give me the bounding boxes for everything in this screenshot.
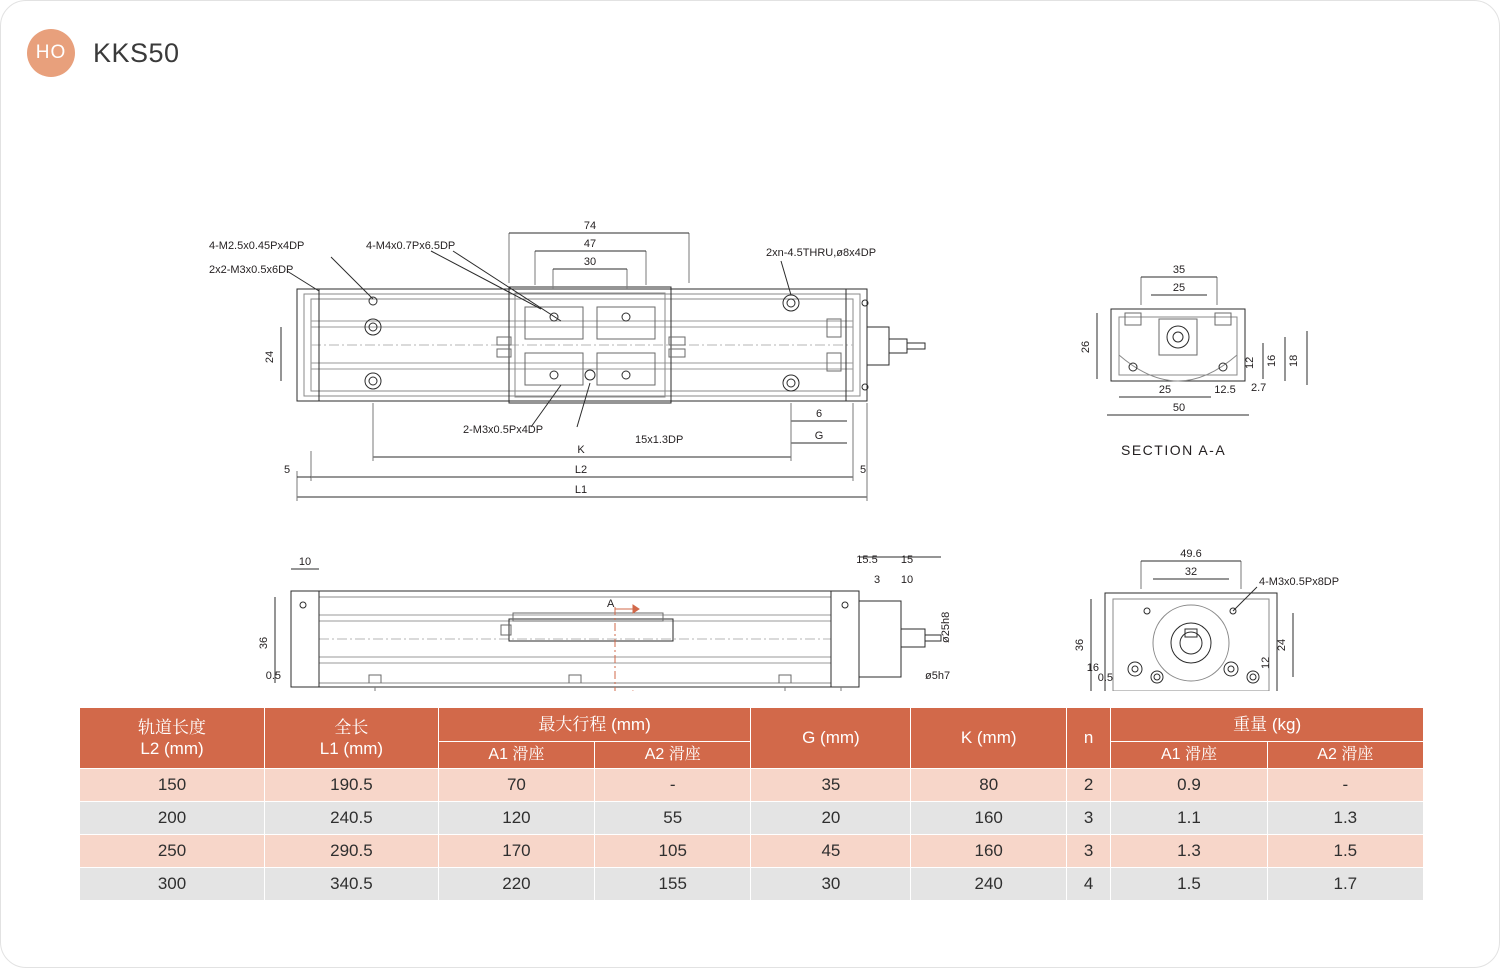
cell-k: 160: [911, 802, 1067, 835]
dim-K: K: [577, 444, 585, 456]
dim-36-front: 36: [258, 636, 270, 650]
table-row: [80, 835, 1424, 868]
cell-a1: 70: [438, 769, 594, 802]
dim-36-end: 36: [1074, 638, 1086, 652]
dim-6: 6: [815, 408, 823, 420]
cell-a2: 55: [595, 802, 751, 835]
drawing-label-5: 2-M3x0.5Px4DP: [463, 424, 544, 436]
cell-k: 160: [911, 835, 1067, 868]
th-stroke-a1: A1 滑座: [438, 742, 594, 769]
cell-n: 3: [1066, 835, 1110, 868]
dim-G-top: G: [814, 430, 824, 442]
section-title: SECTION A-A: [1121, 442, 1227, 458]
cell-a2: 105: [595, 835, 751, 868]
cell-l2: 150: [80, 769, 265, 802]
dim-15-5: 15.5: [856, 554, 878, 566]
cell-wa2: 1.3: [1267, 802, 1423, 835]
dim-26: 26: [1080, 340, 1092, 354]
cell-wa1: 1.3: [1111, 835, 1267, 868]
th-rail-length-line1: 轨道长度: [138, 717, 207, 737]
dim-16-sec: 16: [1266, 354, 1278, 367]
cell-l1: 240.5: [265, 802, 439, 835]
page-title: KKS50: [93, 37, 180, 68]
cell-wa2: -: [1267, 769, 1423, 802]
dim-32: 32: [1184, 566, 1198, 578]
cell-g: 35: [751, 769, 911, 802]
technical-drawing: [1, 91, 1500, 691]
cell-k: 240: [911, 868, 1067, 901]
drawing-label-4: 2xn-4.5THRU,ø8x4DP: [766, 247, 877, 259]
dim-16-end: 16: [1086, 662, 1099, 674]
cell-wa1: 1.1: [1111, 802, 1267, 835]
dim-10-left: 10: [298, 556, 312, 568]
th-total-length-line1: 全长: [334, 717, 369, 737]
cell-l2: 300: [80, 868, 265, 901]
cell-l2: 200: [80, 802, 265, 835]
th-weight-a2: A2 滑座: [1267, 742, 1423, 769]
cell-l1: 290.5: [265, 835, 439, 868]
th-rail-length-line2: L2 (mm): [140, 739, 204, 758]
cell-a1: 220: [438, 868, 594, 901]
cell-k: 80: [911, 769, 1067, 802]
dim-49-6: 49.6: [1180, 548, 1202, 560]
specification-table: [79, 707, 1424, 901]
dim-50: 50: [1172, 402, 1186, 414]
drawing-label-2: 2x2-M3x0.5x6DP: [209, 264, 294, 276]
dim-12-5: 12.5: [1214, 384, 1236, 396]
dim-74: 74: [583, 220, 597, 232]
drawing-label-3: 4-M4x0.7Px6.5DP: [366, 240, 456, 252]
cell-n: 3: [1066, 802, 1110, 835]
dim-0-5-front: 0.5: [265, 670, 281, 682]
dim-25-sec-b: 25: [1158, 384, 1172, 396]
dim-L1: L1: [574, 484, 588, 496]
section-arrow-a-top: A: [607, 598, 615, 610]
cell-l1: 340.5: [265, 868, 439, 901]
dim-24: 24: [264, 350, 276, 364]
th-total-length-line2: L1 (mm): [319, 739, 384, 758]
dim-0-5-end: 0.5: [1097, 672, 1113, 684]
cell-wa1: 0.9: [1111, 769, 1267, 802]
table-row: [80, 769, 1424, 802]
cell-a1: 170: [438, 835, 594, 868]
dim-30: 30: [583, 256, 597, 268]
th-total-length: [265, 708, 439, 769]
dim-15-front: 15: [900, 554, 914, 566]
series-badge: HO: [27, 29, 75, 77]
cell-g: 30: [751, 868, 911, 901]
dim-10-front: 10: [900, 574, 914, 586]
table-row: [80, 868, 1424, 901]
drawing-label-1: 4-M2.5x0.45Px4DP: [209, 240, 305, 252]
dim-47: 47: [583, 238, 597, 250]
dim-24-end: 24: [1276, 638, 1288, 652]
page-header: [27, 29, 180, 77]
dim-25h8: ø25h8: [940, 611, 952, 643]
cell-g: 20: [751, 802, 911, 835]
dim-L2: L2: [574, 464, 588, 476]
th-k: K (mm): [911, 708, 1067, 769]
dim-35: 35: [1172, 264, 1186, 276]
dim-5-right: 5: [859, 464, 867, 476]
table-row: [80, 802, 1424, 835]
cell-wa1: 1.5: [1111, 868, 1267, 901]
cell-n: 2: [1066, 769, 1110, 802]
cell-l2: 250: [80, 835, 265, 868]
cell-a2: 155: [595, 868, 751, 901]
cell-wa2: 1.7: [1267, 868, 1423, 901]
th-g: G (mm): [751, 708, 911, 769]
dim-12-sec: 12: [1244, 356, 1256, 369]
drawing-label-6: 15x1.3DP: [635, 434, 684, 446]
dim-3-front: 3: [873, 574, 881, 586]
cell-n: 4: [1066, 868, 1110, 901]
th-weight-a1: A1 滑座: [1111, 742, 1267, 769]
dim-5-left: 5: [283, 464, 291, 476]
dim-5h7: ø5h7: [925, 670, 951, 682]
cell-a1: 120: [438, 802, 594, 835]
dim-25-sec: 25: [1172, 282, 1186, 294]
th-rail-length: [80, 708, 265, 769]
dim-12-end: 12: [1260, 656, 1272, 669]
th-stroke-a2: A2 滑座: [595, 742, 751, 769]
dim-2-7: 2.7: [1251, 382, 1267, 394]
end-view-thread-label: 4-M3x0.5Px8DP: [1259, 576, 1340, 588]
th-weight: 重量 (kg): [1111, 708, 1424, 742]
th-max-stroke: 最大行程 (mm): [438, 708, 751, 742]
cell-g: 45: [751, 835, 911, 868]
cell-a2: -: [595, 769, 751, 802]
cell-l1: 190.5: [265, 769, 439, 802]
th-n: n: [1066, 708, 1110, 769]
cell-wa2: 1.5: [1267, 835, 1423, 868]
dim-18-sec: 18: [1288, 354, 1300, 367]
